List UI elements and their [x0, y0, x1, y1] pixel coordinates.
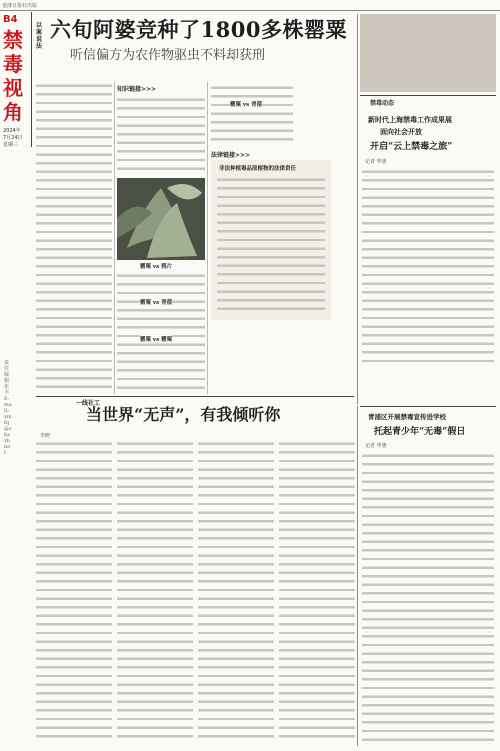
issue-weekday: 星期三	[3, 142, 19, 148]
sub-heading-1: 罂粟 vs 青蓿	[140, 300, 173, 306]
top-strip: 羞涨日报社出版	[2, 3, 38, 9]
photo-caption: 罂粟 vs 鸦片	[140, 264, 173, 270]
column-divider-a	[114, 82, 115, 394]
law-heading: 法律链接>>>	[211, 152, 251, 159]
top-rule	[0, 10, 500, 11]
section-title: 禁毒视角	[3, 28, 23, 124]
sub-heading-2: 罂粟 vs 罂粟	[140, 337, 173, 343]
right-lower-headline-1: 青浦区开展禁毒宣传进学校	[368, 413, 446, 421]
page-number: B4	[3, 14, 18, 25]
right-lower-divider	[357, 406, 358, 746]
law-quote-box	[211, 160, 331, 320]
feature-column-1	[36, 440, 112, 740]
masthead	[0, 12, 30, 147]
right-lower-byline: 记者 华惠	[365, 443, 387, 449]
right-lower-headline-2: 托起青少年“无毒”假日	[374, 427, 466, 437]
right-column-image	[360, 14, 496, 92]
feature-headline: 当世界“无声”，有我倾听你	[86, 405, 281, 424]
main-headline: 六旬阿婆竞种了1800多株罂粟	[50, 17, 347, 42]
poppy-photo	[117, 178, 205, 260]
feature-top-rule	[36, 396, 354, 397]
news-title-3: 开启“云上禁毒之旅”	[370, 142, 453, 152]
right-article-body	[362, 168, 494, 364]
column-label-case: 以案说法	[36, 22, 43, 50]
news-title-1: 新时代上海禁毒工作成果展	[368, 115, 452, 124]
law-col-top-body	[211, 84, 293, 144]
right-column-header	[360, 95, 496, 110]
right-divider	[357, 14, 358, 404]
law-quote-title: 非法种植毒品原植物的法律责任	[219, 166, 297, 172]
poppy-leaves-image	[117, 178, 205, 260]
issue-date: 7月24日	[3, 135, 23, 141]
article-column-1	[36, 82, 112, 394]
knowledge-body	[117, 96, 205, 176]
column-divider-b	[207, 82, 208, 394]
news-byline: 记者 华惠	[365, 159, 387, 165]
knowledge-heading: 知识链接>>>	[117, 86, 157, 93]
knowledge-body-2	[117, 272, 205, 392]
feature-column-2	[117, 440, 193, 740]
feature-byline: 李研	[40, 433, 51, 439]
feature-column-4	[279, 440, 355, 740]
main-subheadline: 听信偏方为农作物驱虫不料却获刑	[70, 48, 266, 63]
side-vertical-text: 责任编辑 张丰 E-mail: xinfq@shzzb.net	[4, 360, 12, 456]
right-lower-rule	[360, 406, 496, 407]
issue-year: 2024年	[3, 128, 21, 134]
sub-heading-3: 罂粟 vs 青蓿	[230, 102, 263, 108]
news-title-2: 面向社会开放	[380, 127, 422, 136]
feature-column-3	[198, 440, 274, 740]
column-label-social-worker: 一线社工	[76, 400, 101, 407]
right-lower-body	[362, 452, 494, 742]
right-column-heading: 禁毒动态	[370, 100, 395, 107]
masthead-divider	[31, 12, 32, 147]
